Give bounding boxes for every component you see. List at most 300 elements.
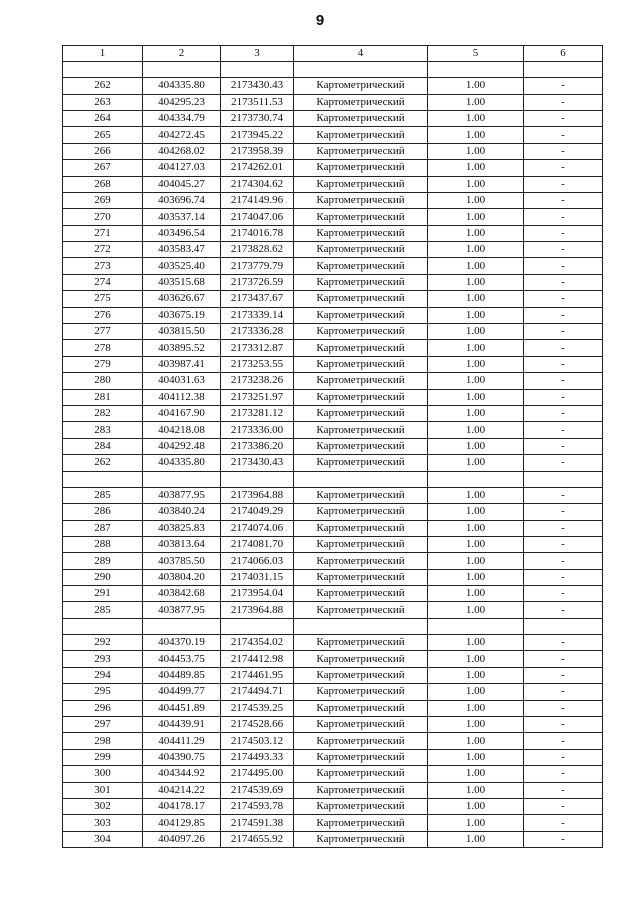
empty-cell [221, 62, 294, 78]
x-coordinate-cell: 404218.08 [143, 422, 221, 438]
point-number-cell: 284 [63, 438, 143, 454]
method-cell: Картометрический [294, 274, 428, 290]
y-coordinate-cell: 2174149.96 [221, 192, 294, 208]
table-row [63, 406, 603, 422]
y-coordinate-cell: 2174503.12 [221, 733, 294, 749]
note-cell: - [524, 602, 603, 618]
y-coordinate-cell: 2174539.25 [221, 700, 294, 716]
accuracy-cell: 1.00 [428, 373, 524, 389]
x-coordinate-cell: 404439.91 [143, 717, 221, 733]
table-row [63, 667, 603, 683]
x-coordinate-cell: 403825.83 [143, 520, 221, 536]
page-number: 9 [315, 12, 325, 29]
method-cell: Картометрический [294, 176, 428, 192]
table-row [63, 373, 603, 389]
table-row [63, 324, 603, 340]
x-coordinate-cell: 404129.85 [143, 815, 221, 831]
note-cell: - [524, 324, 603, 340]
note-cell: - [524, 586, 603, 602]
point-number-cell: 301 [63, 782, 143, 798]
x-coordinate-cell: 404045.27 [143, 176, 221, 192]
accuracy-cell: 1.00 [428, 209, 524, 225]
y-coordinate-cell: 2173945.22 [221, 127, 294, 143]
y-coordinate-cell: 2173779.79 [221, 258, 294, 274]
note-cell: - [524, 110, 603, 126]
note-cell: - [524, 127, 603, 143]
method-cell: Картометрический [294, 356, 428, 372]
table-row [63, 586, 603, 602]
method-cell: Картометрический [294, 78, 428, 94]
accuracy-cell: 1.00 [428, 602, 524, 618]
table-row [63, 225, 603, 241]
y-coordinate-cell: 2174528.66 [221, 717, 294, 733]
empty-cell [143, 62, 221, 78]
method-cell: Картометрический [294, 651, 428, 667]
x-coordinate-cell: 403815.50 [143, 324, 221, 340]
point-number-cell: 303 [63, 815, 143, 831]
header-cell-4: 4 [294, 46, 428, 62]
note-cell: - [524, 406, 603, 422]
y-coordinate-cell: 2173511.53 [221, 94, 294, 110]
accuracy-cell: 1.00 [428, 536, 524, 552]
y-coordinate-cell: 2174304.62 [221, 176, 294, 192]
accuracy-cell: 1.00 [428, 651, 524, 667]
empty-cell [524, 471, 603, 487]
table-row [63, 520, 603, 536]
method-cell: Картометрический [294, 766, 428, 782]
accuracy-cell: 1.00 [428, 667, 524, 683]
point-number-cell: 262 [63, 78, 143, 94]
point-number-cell: 275 [63, 291, 143, 307]
point-number-cell: 276 [63, 307, 143, 323]
note-cell: - [524, 651, 603, 667]
x-coordinate-cell: 404451.89 [143, 700, 221, 716]
method-cell: Картометрический [294, 717, 428, 733]
point-number-cell: 302 [63, 798, 143, 814]
point-number-cell: 294 [63, 667, 143, 683]
x-coordinate-cell: 403696.74 [143, 192, 221, 208]
table-row [63, 78, 603, 94]
x-coordinate-cell: 404112.38 [143, 389, 221, 405]
method-cell: Картометрический [294, 782, 428, 798]
group-separator-row [63, 62, 603, 78]
method-cell: Картометрический [294, 536, 428, 552]
method-cell: Картометрический [294, 700, 428, 716]
y-coordinate-cell: 2173386.20 [221, 438, 294, 454]
header-cell-3: 3 [221, 46, 294, 62]
method-cell: Картометрический [294, 324, 428, 340]
accuracy-cell: 1.00 [428, 356, 524, 372]
point-number-cell: 291 [63, 586, 143, 602]
method-cell: Картометрический [294, 258, 428, 274]
empty-cell [143, 471, 221, 487]
method-cell: Картометрический [294, 569, 428, 585]
note-cell: - [524, 667, 603, 683]
table-row [63, 274, 603, 290]
method-cell: Картометрический [294, 307, 428, 323]
point-number-cell: 279 [63, 356, 143, 372]
table-row [63, 766, 603, 782]
point-number-cell: 290 [63, 569, 143, 585]
y-coordinate-cell: 2174016.78 [221, 225, 294, 241]
x-coordinate-cell: 404178.17 [143, 798, 221, 814]
y-coordinate-cell: 2174081.70 [221, 536, 294, 552]
table-row [63, 192, 603, 208]
table-row [63, 242, 603, 258]
method-cell: Картометрический [294, 127, 428, 143]
x-coordinate-cell: 404295.23 [143, 94, 221, 110]
note-cell: - [524, 504, 603, 520]
table-row [63, 569, 603, 585]
header-cell-2: 2 [143, 46, 221, 62]
point-number-cell: 288 [63, 536, 143, 552]
point-number-cell: 263 [63, 94, 143, 110]
empty-cell [63, 618, 143, 634]
accuracy-cell: 1.00 [428, 94, 524, 110]
accuracy-cell: 1.00 [428, 766, 524, 782]
y-coordinate-cell: 2174593.78 [221, 798, 294, 814]
x-coordinate-cell: 403675.19 [143, 307, 221, 323]
accuracy-cell: 1.00 [428, 340, 524, 356]
x-coordinate-cell: 404292.48 [143, 438, 221, 454]
accuracy-cell: 1.00 [428, 176, 524, 192]
empty-cell [524, 618, 603, 634]
point-number-cell: 273 [63, 258, 143, 274]
note-cell: - [524, 733, 603, 749]
note-cell: - [524, 274, 603, 290]
table-row [63, 684, 603, 700]
y-coordinate-cell: 2174412.98 [221, 651, 294, 667]
method-cell: Картометрический [294, 798, 428, 814]
note-cell: - [524, 520, 603, 536]
empty-cell [428, 471, 524, 487]
x-coordinate-cell: 404489.85 [143, 667, 221, 683]
accuracy-cell: 1.00 [428, 831, 524, 847]
empty-cell [294, 618, 428, 634]
note-cell: - [524, 782, 603, 798]
x-coordinate-cell: 404268.02 [143, 143, 221, 159]
note-cell: - [524, 455, 603, 471]
table-row [63, 700, 603, 716]
table-row [63, 815, 603, 831]
x-coordinate-cell: 404335.80 [143, 78, 221, 94]
note-cell: - [524, 766, 603, 782]
note-cell: - [524, 635, 603, 651]
coordinates-table [62, 45, 603, 848]
y-coordinate-cell: 2174262.01 [221, 160, 294, 176]
x-coordinate-cell: 403525.40 [143, 258, 221, 274]
y-coordinate-cell: 2174049.29 [221, 504, 294, 520]
x-coordinate-cell: 404390.75 [143, 749, 221, 765]
table-header [63, 46, 603, 62]
y-coordinate-cell: 2173253.55 [221, 356, 294, 372]
point-number-cell: 278 [63, 340, 143, 356]
y-coordinate-cell: 2173437.67 [221, 291, 294, 307]
table-row [63, 307, 603, 323]
x-coordinate-cell: 404214.22 [143, 782, 221, 798]
method-cell: Картометрический [294, 340, 428, 356]
header-row [63, 46, 603, 62]
point-number-cell: 267 [63, 160, 143, 176]
x-coordinate-cell: 403626.67 [143, 291, 221, 307]
empty-cell [294, 471, 428, 487]
y-coordinate-cell: 2173336.00 [221, 422, 294, 438]
point-number-cell: 292 [63, 635, 143, 651]
accuracy-cell: 1.00 [428, 700, 524, 716]
accuracy-cell: 1.00 [428, 749, 524, 765]
x-coordinate-cell: 403987.41 [143, 356, 221, 372]
point-number-cell: 270 [63, 209, 143, 225]
x-coordinate-cell: 403537.14 [143, 209, 221, 225]
y-coordinate-cell: 2174354.02 [221, 635, 294, 651]
point-number-cell: 268 [63, 176, 143, 192]
table-row [63, 422, 603, 438]
x-coordinate-cell: 403583.47 [143, 242, 221, 258]
method-cell: Картометрический [294, 406, 428, 422]
y-coordinate-cell: 2173238.26 [221, 373, 294, 389]
point-number-cell: 304 [63, 831, 143, 847]
point-number-cell: 283 [63, 422, 143, 438]
accuracy-cell: 1.00 [428, 487, 524, 503]
y-coordinate-cell: 2173430.43 [221, 455, 294, 471]
y-coordinate-cell: 2174494.71 [221, 684, 294, 700]
x-coordinate-cell: 403877.95 [143, 602, 221, 618]
accuracy-cell: 1.00 [428, 324, 524, 340]
table-row [63, 143, 603, 159]
method-cell: Картометрический [294, 831, 428, 847]
table-body [63, 62, 603, 848]
accuracy-cell: 1.00 [428, 635, 524, 651]
point-number-cell: 266 [63, 143, 143, 159]
method-cell: Картометрический [294, 586, 428, 602]
point-number-cell: 297 [63, 717, 143, 733]
method-cell: Картометрический [294, 635, 428, 651]
y-coordinate-cell: 2173430.43 [221, 78, 294, 94]
method-cell: Картометрический [294, 242, 428, 258]
empty-cell [221, 471, 294, 487]
point-number-cell: 286 [63, 504, 143, 520]
method-cell: Картометрический [294, 749, 428, 765]
point-number-cell: 295 [63, 684, 143, 700]
accuracy-cell: 1.00 [428, 192, 524, 208]
method-cell: Картометрический [294, 192, 428, 208]
table-row [63, 340, 603, 356]
point-number-cell: 271 [63, 225, 143, 241]
note-cell: - [524, 536, 603, 552]
table-row [63, 487, 603, 503]
y-coordinate-cell: 2173251.97 [221, 389, 294, 405]
x-coordinate-cell: 403496.54 [143, 225, 221, 241]
table-row [63, 110, 603, 126]
method-cell: Картометрический [294, 94, 428, 110]
x-coordinate-cell: 404370.19 [143, 635, 221, 651]
accuracy-cell: 1.00 [428, 717, 524, 733]
header-cell-6: 6 [524, 46, 603, 62]
method-cell: Картометрический [294, 602, 428, 618]
table-row [63, 94, 603, 110]
point-number-cell: 277 [63, 324, 143, 340]
point-number-cell: 274 [63, 274, 143, 290]
y-coordinate-cell: 2174074.06 [221, 520, 294, 536]
table-row [63, 749, 603, 765]
group-separator-row [63, 471, 603, 487]
point-number-cell: 264 [63, 110, 143, 126]
note-cell: - [524, 209, 603, 225]
x-coordinate-cell: 404167.90 [143, 406, 221, 422]
x-coordinate-cell: 404344.92 [143, 766, 221, 782]
note-cell: - [524, 553, 603, 569]
table-row [63, 504, 603, 520]
y-coordinate-cell: 2173828.62 [221, 242, 294, 258]
method-cell: Картометрический [294, 487, 428, 503]
y-coordinate-cell: 2173339.14 [221, 307, 294, 323]
empty-cell [294, 62, 428, 78]
note-cell: - [524, 160, 603, 176]
table-row [63, 127, 603, 143]
x-coordinate-cell: 403877.95 [143, 487, 221, 503]
x-coordinate-cell: 403785.50 [143, 553, 221, 569]
accuracy-cell: 1.00 [428, 406, 524, 422]
x-coordinate-cell: 404097.26 [143, 831, 221, 847]
note-cell: - [524, 94, 603, 110]
header-cell-1: 1 [63, 46, 143, 62]
accuracy-cell: 1.00 [428, 569, 524, 585]
method-cell: Картометрический [294, 389, 428, 405]
table-row [63, 389, 603, 405]
table-row [63, 536, 603, 552]
table-row [63, 553, 603, 569]
note-cell: - [524, 242, 603, 258]
method-cell: Картометрический [294, 143, 428, 159]
accuracy-cell: 1.00 [428, 225, 524, 241]
accuracy-cell: 1.00 [428, 258, 524, 274]
note-cell: - [524, 258, 603, 274]
point-number-cell: 272 [63, 242, 143, 258]
table-row [63, 258, 603, 274]
y-coordinate-cell: 2174066.03 [221, 553, 294, 569]
point-number-cell: 282 [63, 406, 143, 422]
table-row [63, 635, 603, 651]
method-cell: Картометрический [294, 733, 428, 749]
x-coordinate-cell: 404272.45 [143, 127, 221, 143]
accuracy-cell: 1.00 [428, 782, 524, 798]
accuracy-cell: 1.00 [428, 798, 524, 814]
accuracy-cell: 1.00 [428, 553, 524, 569]
table-row [63, 209, 603, 225]
x-coordinate-cell: 404127.03 [143, 160, 221, 176]
accuracy-cell: 1.00 [428, 160, 524, 176]
table-row [63, 438, 603, 454]
method-cell: Картометрический [294, 291, 428, 307]
method-cell: Картометрический [294, 455, 428, 471]
note-cell: - [524, 176, 603, 192]
y-coordinate-cell: 2173730.74 [221, 110, 294, 126]
accuracy-cell: 1.00 [428, 389, 524, 405]
point-number-cell: 285 [63, 602, 143, 618]
note-cell: - [524, 225, 603, 241]
method-cell: Картометрический [294, 438, 428, 454]
y-coordinate-cell: 2174655.92 [221, 831, 294, 847]
point-number-cell: 293 [63, 651, 143, 667]
y-coordinate-cell: 2174047.06 [221, 209, 294, 225]
y-coordinate-cell: 2173336.28 [221, 324, 294, 340]
method-cell: Картометрический [294, 209, 428, 225]
note-cell: - [524, 422, 603, 438]
accuracy-cell: 1.00 [428, 291, 524, 307]
table-row [63, 602, 603, 618]
note-cell: - [524, 700, 603, 716]
method-cell: Картометрический [294, 553, 428, 569]
point-number-cell: 287 [63, 520, 143, 536]
empty-cell [63, 471, 143, 487]
note-cell: - [524, 291, 603, 307]
y-coordinate-cell: 2173281.12 [221, 406, 294, 422]
accuracy-cell: 1.00 [428, 242, 524, 258]
table-row [63, 176, 603, 192]
x-coordinate-cell: 403840.24 [143, 504, 221, 520]
empty-cell [524, 62, 603, 78]
y-coordinate-cell: 2174493.33 [221, 749, 294, 765]
x-coordinate-cell: 404031.63 [143, 373, 221, 389]
point-number-cell: 285 [63, 487, 143, 503]
table-row [63, 733, 603, 749]
table-row [63, 798, 603, 814]
table-row [63, 160, 603, 176]
x-coordinate-cell: 404411.29 [143, 733, 221, 749]
y-coordinate-cell: 2173964.88 [221, 487, 294, 503]
x-coordinate-cell: 403813.64 [143, 536, 221, 552]
note-cell: - [524, 192, 603, 208]
method-cell: Картометрический [294, 110, 428, 126]
y-coordinate-cell: 2174495.00 [221, 766, 294, 782]
table-row [63, 717, 603, 733]
note-cell: - [524, 717, 603, 733]
point-number-cell: 289 [63, 553, 143, 569]
point-number-cell: 280 [63, 373, 143, 389]
x-coordinate-cell: 403804.20 [143, 569, 221, 585]
note-cell: - [524, 569, 603, 585]
method-cell: Картометрический [294, 422, 428, 438]
y-coordinate-cell: 2173312.87 [221, 340, 294, 356]
table-row [63, 291, 603, 307]
note-cell: - [524, 487, 603, 503]
table-row [63, 831, 603, 847]
accuracy-cell: 1.00 [428, 520, 524, 536]
x-coordinate-cell: 403895.52 [143, 340, 221, 356]
y-coordinate-cell: 2173964.88 [221, 602, 294, 618]
x-coordinate-cell: 404499.77 [143, 684, 221, 700]
x-coordinate-cell: 404335.80 [143, 455, 221, 471]
accuracy-cell: 1.00 [428, 815, 524, 831]
method-cell: Картометрический [294, 815, 428, 831]
empty-cell [221, 618, 294, 634]
accuracy-cell: 1.00 [428, 307, 524, 323]
accuracy-cell: 1.00 [428, 78, 524, 94]
method-cell: Картометрический [294, 684, 428, 700]
accuracy-cell: 1.00 [428, 110, 524, 126]
point-number-cell: 298 [63, 733, 143, 749]
x-coordinate-cell: 403515.68 [143, 274, 221, 290]
method-cell: Картометрический [294, 160, 428, 176]
note-cell: - [524, 798, 603, 814]
x-coordinate-cell: 403842.68 [143, 586, 221, 602]
note-cell: - [524, 684, 603, 700]
accuracy-cell: 1.00 [428, 143, 524, 159]
accuracy-cell: 1.00 [428, 504, 524, 520]
table-row [63, 782, 603, 798]
note-cell: - [524, 438, 603, 454]
table-row [63, 356, 603, 372]
